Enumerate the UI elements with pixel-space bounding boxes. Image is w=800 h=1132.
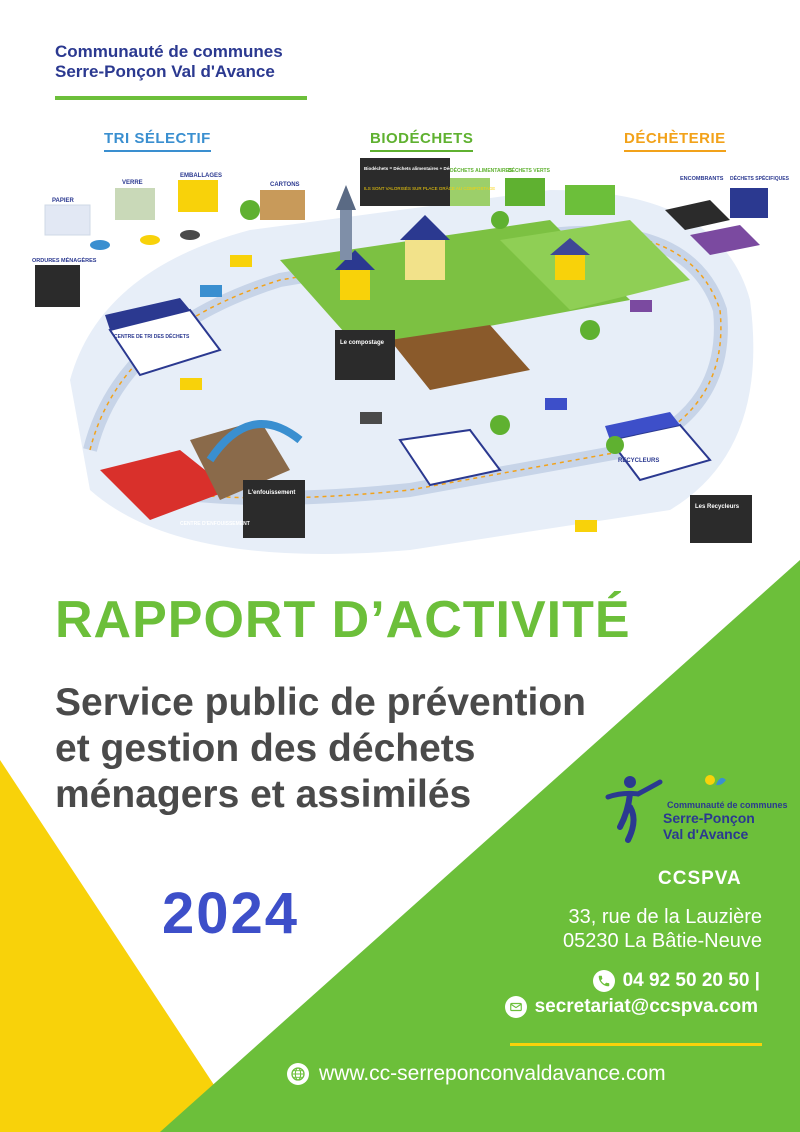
truck-icon [545, 398, 567, 410]
truck-icon [630, 300, 652, 312]
label-cartons: CARTONS [270, 182, 300, 188]
contact-divider [510, 1043, 762, 1046]
logo-drop-icon [716, 778, 726, 785]
subtitle-line-3: ménagers et assimilés [55, 773, 472, 816]
phone-row[interactable] [593, 970, 760, 992]
ordures-photo [35, 265, 80, 307]
label-dechets-verts: DÉCHETS VERTS [508, 168, 550, 174]
label-les-recycleurs: Les Recycleurs [695, 504, 740, 510]
label-bio-box-sub: ILS SONT VALORISÉS SUR PLACE GRÂCE AU COMPOSTAGE [364, 186, 496, 191]
tree-icon [580, 320, 600, 340]
logo-text-line1: Communauté de communes [667, 800, 788, 810]
label-papier: PAPIER [52, 198, 74, 204]
org-name-line1: Communauté de communes [55, 42, 283, 61]
label-enfouissement: L'enfouissement [248, 490, 296, 496]
globe-icon [287, 1063, 309, 1085]
phone-icon [593, 970, 615, 992]
dechets-verts-photo [505, 178, 545, 206]
address-line-2: 05230 La Bâtie-Neuve [562, 930, 762, 952]
label-emballages: EMBALLAGES [180, 173, 222, 179]
section-biodechets [370, 130, 473, 152]
tree-icon [490, 415, 510, 435]
label-centre-enf: CENTRE D'ENFOUISSEMENT [180, 521, 250, 527]
subtitle-line-2: et gestion des déchets [55, 727, 476, 770]
logo-text-block [663, 810, 755, 842]
label-broyage: BROYAGE sur place [610, 178, 659, 184]
church-tower [340, 210, 352, 260]
tree-icon [240, 200, 260, 220]
label-recycleurs: RECYCLEURS [618, 458, 660, 464]
truck-icon [230, 255, 252, 267]
logo-text-line2: Serre-Ponçon [663, 810, 755, 826]
subtitle-line-1: Service public de prévention [55, 681, 586, 724]
church-spire [336, 185, 356, 210]
logo-leaf-icon [693, 779, 704, 784]
section-decheterie [624, 130, 726, 152]
truck-icon [200, 285, 222, 297]
bin-blue [90, 240, 110, 250]
website-link[interactable]: www.cc-serreponconvaldavance.com [319, 1062, 666, 1085]
truck-icon [180, 378, 202, 390]
email-row[interactable] [505, 996, 758, 1018]
house-yellow-1 [340, 270, 370, 300]
truck-icon [360, 412, 382, 424]
label-specifiques: DÉCHETS SPÉCIFIQUES [730, 176, 789, 182]
website-row[interactable] [287, 1062, 666, 1086]
label-centre-tri: CENTRE DE TRI DES DÉCHETS [114, 334, 190, 340]
cartons-photo [260, 190, 305, 220]
enfouissement-info-board [243, 480, 305, 538]
recycleurs-info-board [690, 495, 752, 543]
logo-figure-head [624, 776, 636, 788]
compost-info-board [335, 330, 395, 380]
papier-photo [45, 205, 90, 235]
broyage-photo [565, 185, 615, 215]
label-encombrants: ENCOMBRANTS [680, 176, 724, 182]
section-bio-label: BIODÉCHETS [370, 130, 474, 147]
org-name-line2: Serre-Ponçon Val d'Avance [55, 62, 275, 81]
tree-icon [606, 436, 624, 454]
logo-text-line3: Val d'Avance [663, 826, 749, 842]
email-address[interactable]: secretariat@ccspva.com [534, 996, 758, 1017]
dechets-alim-photo [450, 178, 490, 206]
label-compostage: Le compostage [340, 340, 385, 346]
specifiques-photo [730, 188, 768, 218]
envelope-icon [505, 996, 527, 1018]
header-underline [55, 96, 307, 100]
label-bio-box: Biodéchets = Déchets alimentaires + Déchets verts [364, 166, 474, 171]
phone-number[interactable]: 04 92 50 20 50 | [622, 970, 760, 991]
logo-figure-body [620, 794, 634, 840]
section-tri-selectif [104, 130, 211, 152]
logo-sun-icon [705, 775, 715, 785]
waste-cycle-illustration [30, 150, 789, 570]
verre-photo [115, 188, 155, 220]
report-year: 2024 [162, 881, 300, 946]
truck-icon [575, 520, 597, 532]
org-header [55, 42, 283, 82]
org-acronym: CCSPVA [658, 868, 742, 889]
house-yellow-2 [405, 240, 445, 280]
label-verre: VERRE [122, 180, 143, 186]
house-yellow-3 [555, 255, 585, 280]
bin-grey [180, 230, 200, 240]
label-dechets-alim: DÉCHETS ALIMENTAIRES [450, 168, 513, 174]
section-tri-label: TRI SÉLECTIF [104, 130, 211, 147]
report-title: RAPPORT D’ACTIVITÉ [55, 591, 631, 649]
tree-icon [491, 211, 509, 229]
section-dec-label: DÉCHÈTERIE [624, 130, 726, 147]
emballages-photo [178, 180, 218, 212]
address-line-1: 33, rue de la Lauzière [568, 906, 762, 928]
label-ordures: ORDURES MÉNAGÈRES [32, 258, 97, 264]
report-subtitle [55, 680, 655, 818]
bin-yellow [140, 235, 160, 245]
